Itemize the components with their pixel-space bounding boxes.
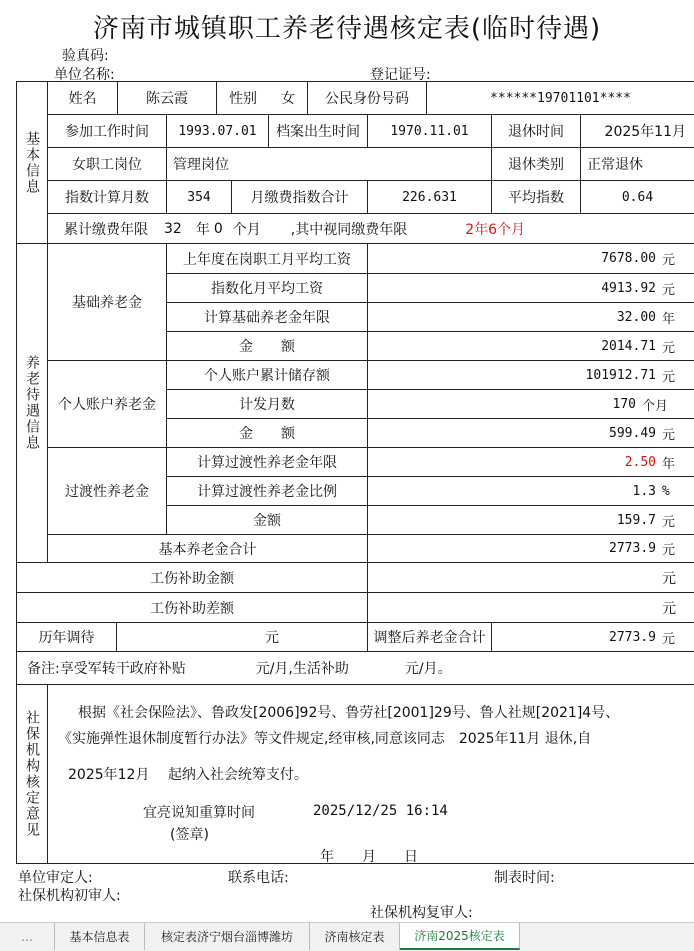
- history-label: 历年调待: [16, 622, 117, 652]
- total-value: 2773.9: [609, 541, 656, 556]
- basic-years-value: 32.00: [616, 309, 656, 325]
- monthly-index-label: 月缴费指数合计: [231, 180, 368, 214]
- account-row: [367, 360, 694, 390]
- trans-years-unit: 年: [662, 456, 676, 472]
- sheet-tab-bar: [0, 922, 694, 951]
- unit-reviewer-label: 单位审定人:: [18, 870, 93, 886]
- deemed-value: 2年6个月: [465, 221, 526, 238]
- injury-row: [367, 562, 694, 593]
- verify-code-label: 验真码:: [62, 48, 109, 64]
- reg-no-label: 登记证号:: [370, 67, 431, 83]
- form-title: 济南市城镇职工养老待遇核定表(临时待遇): [92, 14, 602, 44]
- tab-jinan-2025[interactable]: 济南2025核定表: [400, 923, 520, 950]
- adjusted-total-row: [491, 622, 694, 652]
- injury-diff-unit: 元: [662, 600, 676, 617]
- cum-months-unit: 个月: [232, 221, 261, 238]
- months-row: [367, 389, 694, 419]
- birth-label: 档案出生时间: [268, 114, 368, 148]
- basic-years-row: [367, 302, 694, 332]
- phone-label: 联系电话:: [228, 870, 289, 886]
- work-start-value: 1993.07.01: [166, 114, 269, 148]
- cum-years-unit: 年: [195, 221, 210, 238]
- cum-months-value: 0: [213, 220, 223, 237]
- account-label: 个人账户累计储存额: [166, 360, 368, 390]
- trans-years-value: 2.50: [624, 454, 656, 470]
- index-months-value: 354: [166, 180, 232, 214]
- unit-name-label: 单位名称:: [54, 67, 115, 83]
- indexed-wage-unit: 元: [662, 282, 676, 298]
- name-label: 姓名: [47, 81, 118, 115]
- adjusted-total-label: 调整后养老金合计: [367, 622, 492, 652]
- retire-time-label: 退休时间: [491, 114, 581, 148]
- tab-jining-yantai[interactable]: 核定表济宁烟台淄博潍坊: [145, 923, 310, 950]
- re-reviewer-label: 社保机构复审人:: [370, 905, 473, 921]
- seal-label: (签章): [170, 827, 209, 843]
- retire-type-label: 退休类别: [491, 147, 581, 181]
- injury-diff-row: [367, 592, 694, 623]
- trans-amount-label: 金额: [166, 505, 368, 535]
- total-label: 基本养老金合计: [47, 534, 368, 563]
- gender-label: 性别: [229, 91, 257, 107]
- tab-scroll-area[interactable]: …: [0, 923, 55, 950]
- account-unit: 元: [662, 369, 676, 385]
- trans-amount-value: 159.7: [616, 512, 656, 528]
- name-value: 陈云霞: [117, 81, 217, 115]
- personal-amount-label: 金 额: [166, 418, 368, 448]
- trans-ratio-unit: %: [662, 483, 670, 499]
- basic-info-section-label: 基本信息: [16, 81, 48, 244]
- birth-value: 1970.11.01: [367, 114, 492, 148]
- tab-jinan[interactable]: 济南核定表: [310, 923, 400, 950]
- trans-amount-unit: 元: [662, 514, 676, 530]
- basic-amount-row: [367, 331, 694, 361]
- gender-value: 女: [281, 91, 295, 107]
- history-row: [116, 622, 368, 652]
- retire-type-value: 正常退休: [580, 147, 694, 181]
- cum-years-value: 32: [164, 220, 182, 237]
- basic-amount-value: 2014.71: [601, 338, 656, 354]
- transition-pension-group: 过渡性养老金: [47, 447, 167, 535]
- deemed-label: ,其中视同缴费年限: [290, 221, 408, 238]
- personal-pension-group: 个人账户养老金: [47, 360, 167, 448]
- avg-index-value: 0.64: [580, 180, 694, 214]
- history-unit: 元: [265, 630, 279, 646]
- opinion-line-2: 《实施弹性退休制度暂行办法》等文件规定,经审核,同意该同志 2025年11月 退休,自: [58, 731, 592, 747]
- months-value: 170: [612, 396, 636, 412]
- work-start-label: 参加工作时间: [47, 114, 167, 148]
- adjusted-total-value: 2773.9: [609, 629, 656, 645]
- personal-amount-row: [367, 418, 694, 448]
- pension-info-section-label: 养老待遇信息: [16, 243, 48, 563]
- avg-wage-value: 7678.00: [601, 251, 656, 266]
- date-line: 年 月 日: [320, 849, 418, 865]
- post-value: 管理岗位: [166, 147, 492, 181]
- injury-label: 工伤补助金额: [16, 562, 368, 593]
- trans-ratio-label: 计算过渡性养老金比例: [166, 476, 368, 506]
- trans-years-row: [367, 447, 694, 477]
- trans-years-label: 计算过渡性养老金年限: [166, 447, 368, 477]
- cum-years-row: [47, 213, 694, 244]
- avg-wage-label: 上年度在岗职工月平均工资: [166, 243, 368, 274]
- avg-index-label: 平均指数: [491, 180, 581, 214]
- remark-row: 备注:享受军转干政府补贴 元/月,生活补助 元/月。: [16, 651, 694, 685]
- initial-reviewer-label: 社保机构初审人:: [18, 888, 121, 904]
- total-row: [367, 534, 694, 563]
- avg-wage-unit: 元: [662, 253, 676, 268]
- basic-amount-label: 金 额: [166, 331, 368, 361]
- indexed-wage-row: [367, 273, 694, 303]
- basic-years-unit: 年: [662, 311, 676, 327]
- opinion-section-label: 社保机构核定意见: [16, 684, 48, 864]
- index-months-label: 指数计算月数: [47, 180, 167, 214]
- trans-amount-row: [367, 505, 694, 535]
- account-value: 101912.71: [585, 367, 656, 383]
- total-unit: 元: [662, 543, 676, 558]
- id-value: ******19701101****: [426, 81, 694, 115]
- gender-cell: [216, 81, 308, 115]
- opinion-line-1: 根据《社会保险法》、鲁政发[2006]92号、鲁劳社[2001]29号、鲁人社规[2021]4号、: [78, 705, 620, 721]
- trans-ratio-value: 1.3: [632, 483, 656, 499]
- basic-amount-unit: 元: [662, 340, 676, 356]
- injury-unit: 元: [662, 570, 676, 587]
- injury-diff-label: 工伤补助差额: [16, 592, 368, 623]
- made-time-label: 制表时间:: [494, 870, 555, 886]
- basic-pension-group: 基础养老金: [47, 243, 167, 361]
- tab-basic-info[interactable]: 基本信息表: [55, 923, 145, 950]
- cum-years-label: 累计缴费年限: [64, 221, 148, 238]
- months-unit: 个月: [642, 398, 669, 414]
- basic-years-label: 计算基础养老金年限: [166, 302, 368, 332]
- adjusted-total-unit: 元: [662, 631, 676, 647]
- post-label: 女职工岗位: [47, 147, 167, 181]
- recalc-notice: 宜亮说知重算时间: [143, 805, 255, 821]
- avg-wage-row: [367, 243, 694, 274]
- personal-amount-unit: 元: [662, 427, 676, 443]
- monthly-index-value: 226.631: [367, 180, 492, 214]
- indexed-wage-label: 指数化月平均工资: [166, 273, 368, 303]
- months-label: 计发月数: [166, 389, 368, 419]
- opinion-line-3: 2025年12月 起纳入社会统筹支付。: [68, 767, 308, 783]
- id-label: 公民身份号码: [307, 81, 427, 115]
- trans-ratio-row: [367, 476, 694, 506]
- retire-time-value: 2025年11月: [580, 114, 694, 148]
- personal-amount-value: 599.49: [609, 425, 656, 441]
- recalc-datetime: 2025/12/25 16:14: [313, 803, 448, 819]
- indexed-wage-value: 4913.92: [601, 280, 656, 296]
